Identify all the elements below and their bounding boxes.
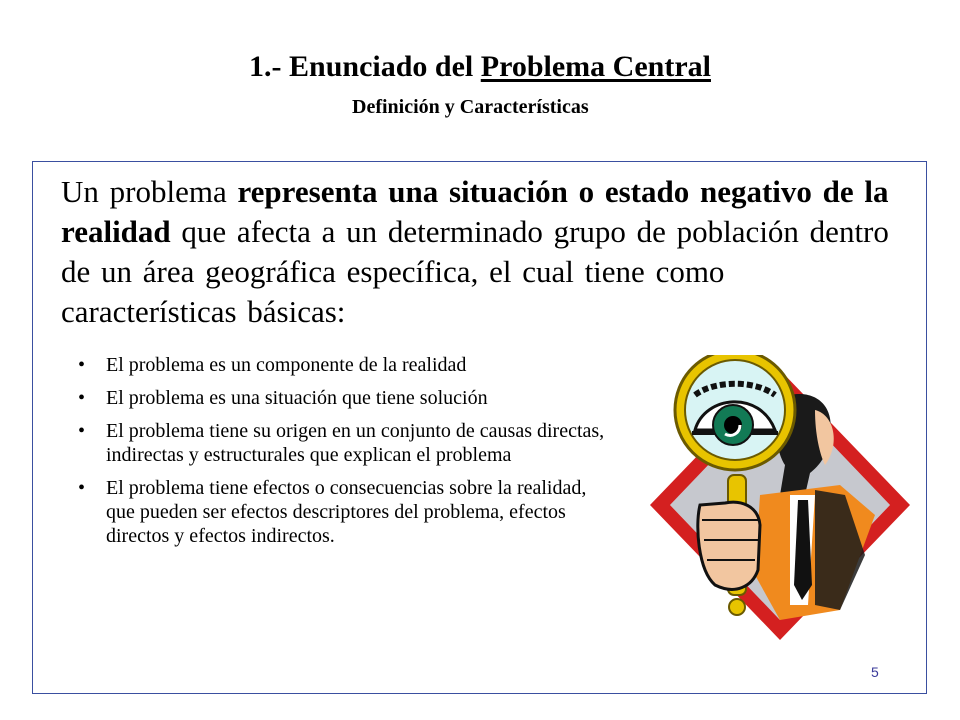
intro-bold: representa una situación o estado negativo de la realidad <box>61 174 889 249</box>
bullet-item: • El problema es una situación que tiene solución <box>76 386 566 410</box>
intro-part2: que afecta a un determinado grupo de población dentro de un área geográfica específica, el cual tiene como características básicas: <box>61 214 889 329</box>
bullet-list <box>76 353 636 557</box>
slide-subtitle: Definición y Características <box>352 96 589 118</box>
title-underlined: Problema Central <box>480 50 711 83</box>
slide-title <box>0 50 960 84</box>
bullet-item: • El problema tiene su origen en un conjunto de causas directas, indirectas y estructurales que explican el problema <box>76 419 641 467</box>
intro-part1: Un problema <box>61 174 238 209</box>
title-prefix: 1.- Enunciado del <box>249 50 481 83</box>
intro-paragraph <box>61 172 891 332</box>
bullet-item: • El problema es un componente de la realidad <box>76 353 636 377</box>
magnifying-glass-eye-icon <box>640 355 920 655</box>
bullet-item: • El problema tiene efectos o consecuencias sobre la realidad, que pueden ser efectos descriptores del problema, efectos directos y efectos indirectos. <box>76 476 616 548</box>
page-number: 5 <box>871 664 879 680</box>
